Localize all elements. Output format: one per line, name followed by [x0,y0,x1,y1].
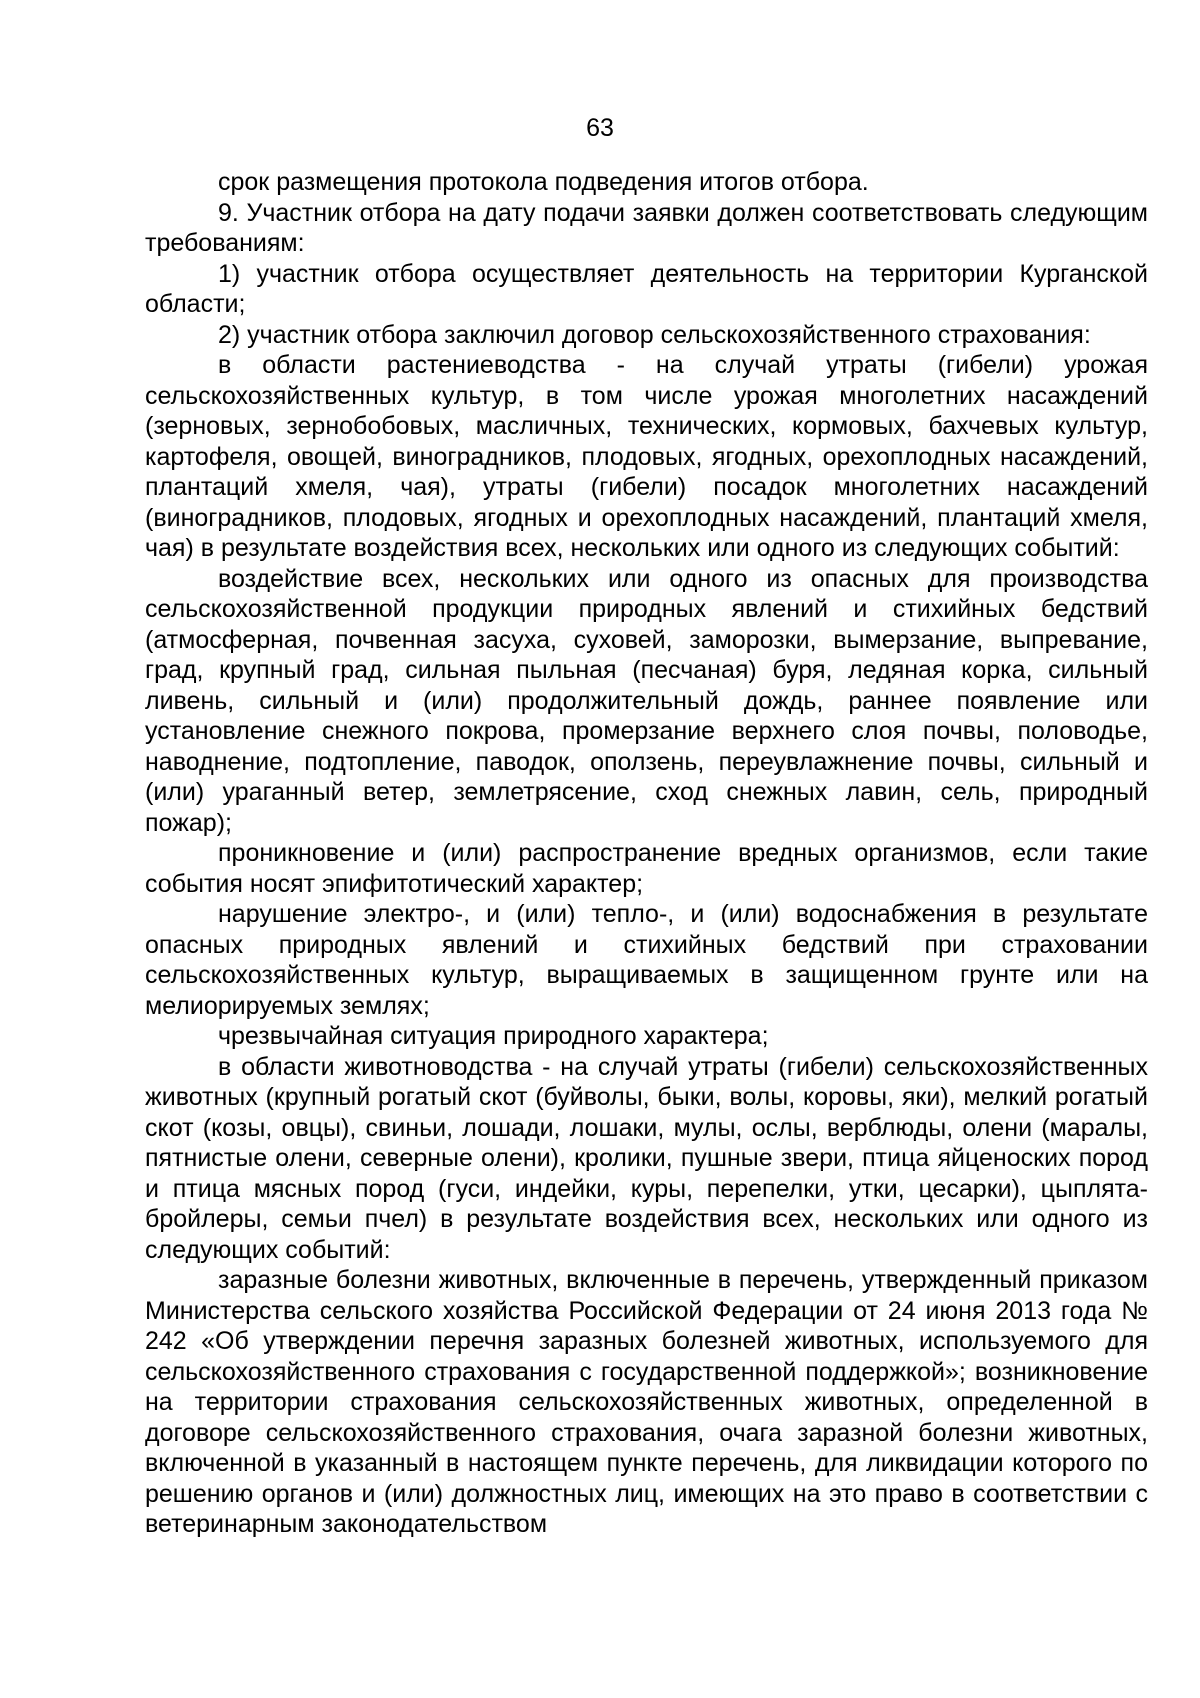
paragraph-2: 9. Участник отбора на дату подачи заявки должен соответствовать следующим требованиям: [145,198,1148,257]
paragraph-8: нарушение электро-, и (или) тепло-, и (или) водоснабжения в результате опасных природных явлений и стихийных бедствий при страховании сельскохозяйственных культур, выращиваемых в защищенном грунте или на мелиорируемых землях; [145,900,1148,1020]
paragraph-1: срок размещения протокола подведения итогов отбора. [218,168,869,196]
paragraph-6: воздействие всех, нескольких или одного из опасных для производства сельскохозяйственной продукции природных явлений и стихийных бедствий (атмосферная, почвенная засуха, суховей, заморозки, вымерзание, выпревание, град, крупный град, сильная пыльная (песчаная) буря, ледяная корка, сильный ливень, сильный и (или) продолжительный дождь, раннее появление или установление снежного покрова, промерзание верхнего слоя почвы, половодье, наводнение, подтопление, паводок, оползень, переувлажнение почвы, сильный и (или) ураганный ветер, землетрясение, сход снежных лавин, сель, природный пожар); [145,564,1148,837]
paragraph-7: проникновение и (или) распространение вредных организмов, если такие события носят эпифитотический характер; [145,839,1148,898]
paragraph-3: 1) участник отбора осуществляет деятельность на территории Курганской области; [145,259,1148,318]
paragraph-11: заразные болезни животных, включенные в перечень, утвержденный приказом Министерства сельского хозяйства Российской Федерации от 24 июня 2013 года № 242 «Об утверждении перечня заразных болезней животных, используемого для сельскохозяйственного страхования с государственной поддержкой»; возникновение на территории страхования сельскохозяйственных животных, определенной в договоре сельскохозяйственного страхования, очага заразной болезни животных, включенной в указанный в настоящем пункте перечень, для ликвидации которого по решению органов и (или) должностных лиц, имеющих на это право в соответствии с ветеринарным законодательством [145,1266,1148,1538]
paragraph-9: чрезвычайная ситуация природного характера; [218,1022,769,1050]
paragraph-5: в области растениеводства - на случай утраты (гибели) урожая сельскохозяйственных культур, в том числе урожая многолетних насаждений (зерновых, зернобобовых, масличных, технических, кормовых, бахчевых культур, картофеля, овощей, виноградников, плодовых, ягодных, орехоплодных насаждений, плантаций хмеля, чая), утраты (гибели) посадок многолетних насаждений (виноградников, плодовых, ягодных и орехоплодных насаждений, плантаций хмеля, чая) в результате воздействия всех, нескольких или одного из следующих событий: [145,351,1148,562]
paragraph-10: в области животноводства - на случай утраты (гибели) сельскохозяйственных животных (крупный рогатый скот (буйволы, быки, волы, коровы, яки), мелкий рогатый скот (козы, овцы), свиньи, лошади, лошаки, мулы, ослы, верблюды, олени (маралы, пятнистые олени, северные олени), кролики, пушные звери, птица яйценоских пород и птица мясных пород (гуси, индейки, куры, перепелки, утки, цесарки), цыплята-бройлеры, семьи пчел) в результате воздействия всех, нескольких или одного из следующих событий: [145,1052,1148,1264]
paragraph-4: 2) участник отбора заключил договор сельскохозяйственного страхования: [218,320,1091,349]
document-body [145,167,1148,1540]
page-number: 63 [586,114,614,142]
